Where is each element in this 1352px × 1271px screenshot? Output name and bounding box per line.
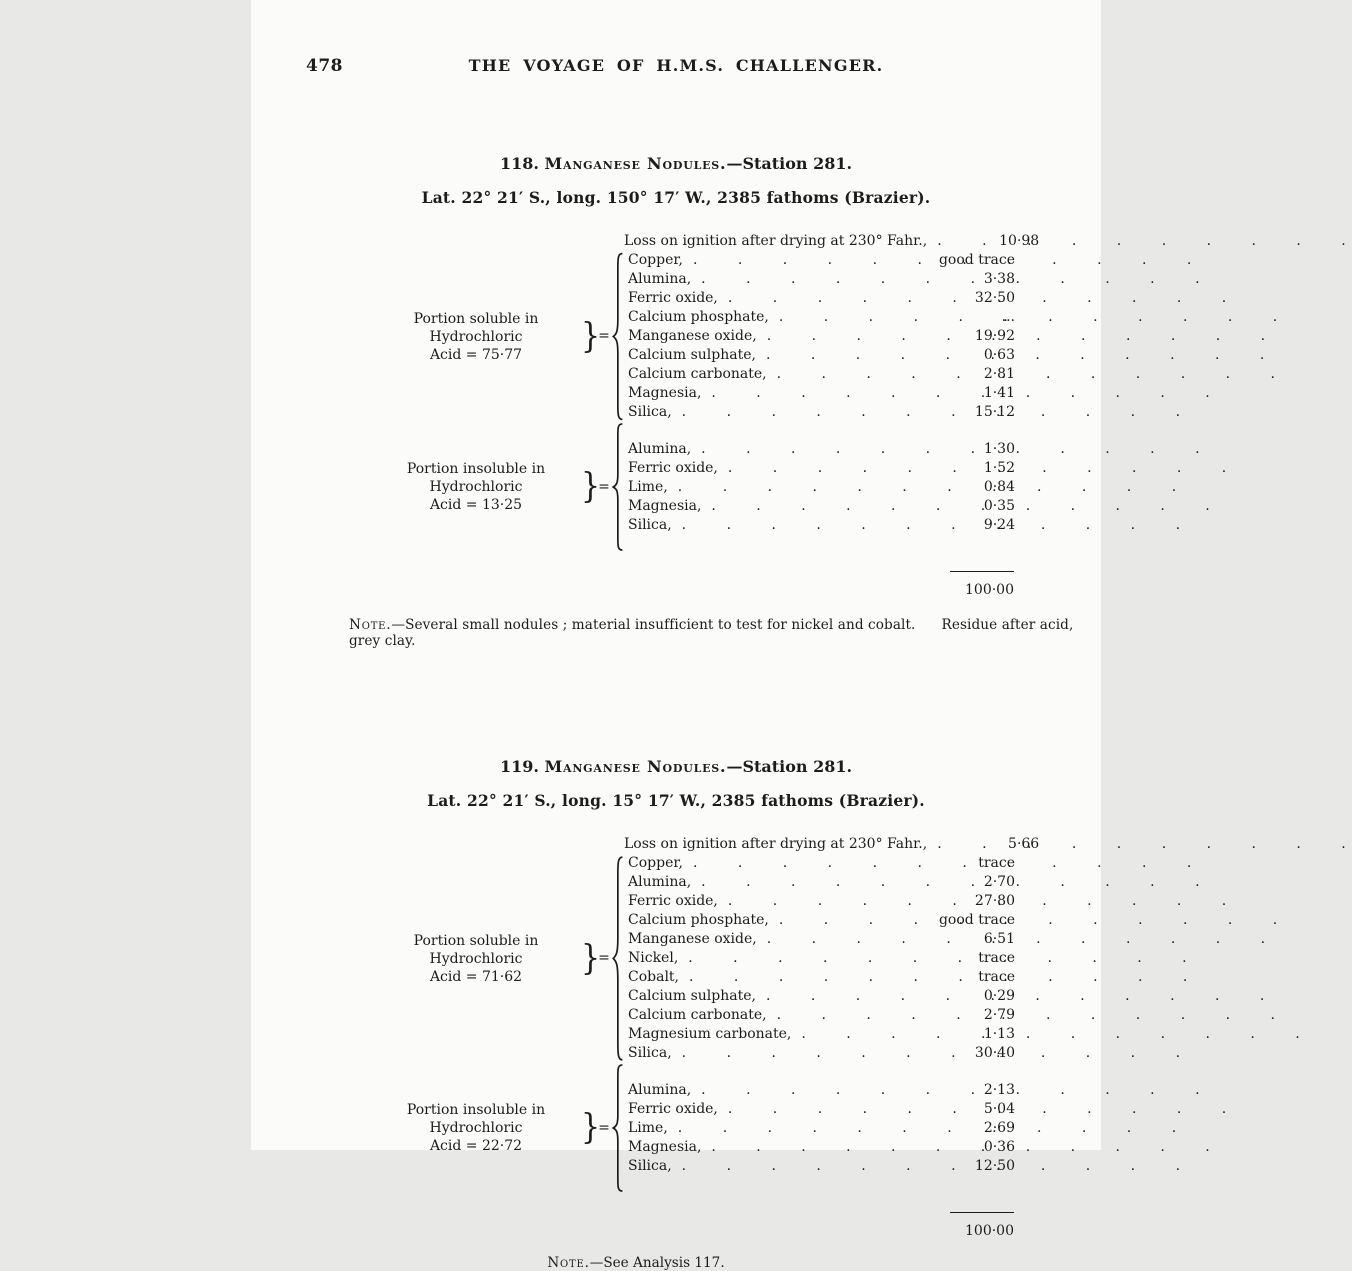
element-value: 1·30 (983, 440, 1015, 457)
element-value: good trace (938, 252, 1015, 268)
element-value: 1·13 (983, 1026, 1015, 1042)
insoluble-portion-group (371, 422, 1101, 552)
table-row (628, 289, 1015, 308)
note-prefix: Note. (349, 617, 392, 633)
table-row (628, 1119, 1015, 1138)
table-row (628, 1157, 1015, 1176)
portion-label-line1: Portion insoluble in Hydrochloric (406, 461, 546, 495)
heading-number: 119. (499, 757, 545, 776)
heading-rest: —Station 281. (726, 757, 853, 776)
element-value: 5·66 (1008, 836, 1040, 852)
element-value: 2·79 (983, 1007, 1015, 1023)
dot-leader (718, 1100, 923, 1119)
dot-leader (683, 251, 923, 270)
portion-label (371, 460, 581, 514)
element-name: Loss on ignition after drying at 230° Fahr., (624, 233, 928, 249)
closing-brace-glyph: } (581, 466, 601, 507)
element-name: Ferric oxide, (628, 1100, 718, 1117)
section-heading (251, 757, 1101, 776)
section-location: Lat. 22° 21′ S., long. 150° 17′ W., 2385 fathoms (Brazier). (421, 188, 931, 207)
element-name: Ferric oxide, (628, 290, 718, 306)
table-row (628, 497, 1015, 516)
dot-leader (691, 270, 923, 289)
table-row (628, 327, 1015, 346)
dot-leader (701, 1138, 923, 1157)
table-row (628, 968, 1015, 987)
closing-brace-glyph: } (581, 315, 601, 357)
element-value: 27·80 (974, 893, 1015, 909)
dot-leader (767, 365, 923, 384)
dot-leader (672, 403, 923, 422)
portion-label-line2: Acid = 75·77 (429, 346, 523, 363)
element-value: 2·70 (983, 874, 1015, 890)
dot-leader (927, 835, 947, 854)
element-name: Manganese oxide, (628, 931, 757, 947)
element-name: Copper, (628, 855, 683, 871)
element-name: Nickel, (628, 950, 679, 966)
total-block (251, 559, 1014, 600)
dot-leader (927, 232, 947, 251)
analysis-section-119 (251, 757, 1101, 1271)
curly-brace-icon (612, 251, 625, 422)
equals-glyph: = (598, 1119, 610, 1136)
element-value: 3·38 (983, 271, 1015, 287)
table-row (628, 1025, 1015, 1044)
equals-glyph: = (598, 478, 610, 495)
table-row (628, 1138, 1015, 1157)
element-name: Alumina, (628, 1081, 692, 1098)
dot-leader (701, 384, 923, 403)
table-row (628, 459, 1015, 478)
portion-label (371, 932, 581, 986)
element-name: Cobalt, (628, 969, 680, 985)
note-extra: Residue after acid, grey clay. (349, 617, 1074, 649)
analysis-table (251, 232, 1101, 600)
element-value: 0·84 (983, 478, 1015, 495)
table-row (628, 911, 1015, 930)
table-row (628, 308, 1015, 327)
equals-glyph: = (598, 328, 610, 344)
element-value: 1·52 (983, 459, 1015, 476)
section-note (349, 617, 1101, 649)
element-rows (625, 251, 1015, 422)
page-number: 478 (306, 56, 343, 76)
element-name: Magnesia, (628, 1138, 702, 1155)
table-row (628, 365, 1015, 384)
element-value: 6·51 (983, 931, 1015, 947)
table-row (628, 1006, 1015, 1025)
element-name: Silica, (628, 1045, 672, 1061)
element-name: Calcium carbonate, (628, 366, 767, 382)
analysis-table (251, 835, 1101, 1241)
element-value: 0·29 (983, 988, 1015, 1004)
element-name: Silica, (628, 516, 672, 533)
portion-label (371, 310, 581, 364)
element-value: 10·98 (999, 233, 1040, 249)
element-value: 0·35 (983, 497, 1015, 514)
table-row (628, 346, 1015, 365)
element-name: Calcium carbonate, (628, 1007, 767, 1023)
heading-name: Manganese Nodules. (544, 154, 727, 173)
portion-label-line1: Portion insoluble in Hydrochloric (406, 1102, 546, 1136)
dot-leader (668, 478, 923, 497)
heading-rest: —Station 281. (726, 154, 853, 173)
dot-leader (769, 911, 923, 930)
element-name: Calcium sulphate, (628, 988, 756, 1004)
element-value: 30·40 (974, 1045, 1015, 1061)
element-name: Lime, (628, 478, 668, 495)
table-row (628, 251, 1015, 270)
dot-leader (683, 854, 923, 873)
element-name: Alumina, (628, 874, 692, 890)
heading-number: 118. (499, 154, 545, 173)
table-row (628, 1081, 1015, 1100)
dot-leader (718, 289, 923, 308)
total-value: 100·00 (965, 582, 1014, 598)
dot-leader (718, 459, 923, 478)
dot-leader (757, 930, 923, 949)
insoluble-portion-group (371, 1063, 1101, 1193)
total-rule (950, 1212, 1014, 1213)
dot-leader (678, 949, 923, 968)
total-block (251, 1200, 1014, 1241)
portion-label-line2: Acid = 13·25 (429, 497, 523, 513)
page-header (251, 0, 1101, 82)
dot-leader (769, 308, 923, 327)
table-row (628, 403, 1015, 422)
element-value: 2·69 (983, 1119, 1015, 1136)
equals-glyph: = (598, 950, 610, 966)
element-value: trace (978, 950, 1015, 966)
section-location: Lat. 22° 21′ S., long. 15° 17′ W., 2385 fathoms (Brazier). (427, 791, 925, 810)
element-value: good trace (938, 912, 1015, 928)
table-row (628, 516, 1015, 535)
element-value: ... (1001, 309, 1015, 325)
section-heading (251, 154, 1101, 173)
closing-brace-glyph: } (581, 937, 601, 979)
dot-leader (672, 516, 923, 535)
element-name: Calcium sulphate, (628, 347, 756, 363)
dot-leader (767, 1006, 923, 1025)
element-name: Alumina, (628, 271, 692, 287)
element-name: Magnesium carbonate, (628, 1026, 792, 1042)
table-row (628, 384, 1015, 403)
table-row (628, 930, 1015, 949)
element-value: 19·92 (974, 328, 1015, 344)
portion-label (371, 1101, 581, 1155)
element-name: Magnesia, (628, 497, 702, 514)
element-value: trace (978, 855, 1015, 871)
dot-leader (668, 1119, 923, 1138)
element-name: Silica, (628, 1157, 672, 1174)
note-body: —See Analysis 117. (589, 1255, 725, 1271)
book-page (251, 0, 1101, 1271)
dot-leader (756, 987, 923, 1006)
dot-leader (691, 440, 923, 459)
portion-label-line1: Portion soluble in Hydrochloric (413, 310, 539, 345)
element-rows (625, 1081, 1015, 1176)
element-value: 2·13 (983, 1081, 1015, 1098)
dot-leader (672, 1044, 923, 1063)
table-row (628, 873, 1015, 892)
total-value: 100·00 (965, 1223, 1014, 1239)
dot-leader (791, 1025, 923, 1044)
element-value: 12·50 (974, 1157, 1015, 1174)
element-name: Alumina, (628, 440, 692, 457)
soluble-portion-group (371, 251, 1101, 422)
note-prefix: Note. (547, 1255, 590, 1271)
element-value: 15·12 (974, 404, 1015, 420)
loss-on-ignition-row (624, 232, 1040, 251)
dot-leader (672, 1157, 923, 1176)
curly-brace-icon (612, 854, 625, 1063)
element-value: 5·04 (983, 1100, 1015, 1117)
element-rows (625, 440, 1015, 535)
element-value: trace (978, 969, 1015, 985)
portion-label-line1: Portion soluble in Hydrochloric (413, 932, 539, 967)
element-name: Lime, (628, 1119, 668, 1136)
element-value: 32·50 (974, 290, 1015, 306)
element-value: 9·24 (983, 516, 1015, 533)
table-row (628, 987, 1015, 1006)
table-row (628, 949, 1015, 968)
dot-leader (756, 346, 923, 365)
table-row (628, 892, 1015, 911)
table-row (628, 1044, 1015, 1063)
element-name: Copper, (628, 252, 683, 268)
element-name: Magnesia, (628, 385, 702, 401)
heading-name: Manganese Nodules. (544, 757, 727, 776)
dot-leader (691, 1081, 923, 1100)
total-rule (950, 571, 1014, 572)
note-body: —Several small nodules ; material insufficient to test for nickel and cobalt. (391, 617, 916, 633)
running-title: THE VOYAGE OF H.M.S. CHALLENGER. (468, 56, 884, 75)
table-row (628, 854, 1015, 873)
dot-leader (718, 892, 923, 911)
dot-leader (701, 497, 923, 516)
portion-label-line2: Acid = 22·72 (429, 1138, 523, 1154)
element-value: 0·36 (983, 1138, 1015, 1155)
dot-leader (757, 327, 923, 346)
element-name: Silica, (628, 404, 672, 420)
element-value: 2·81 (983, 366, 1015, 382)
element-value: 0·63 (983, 347, 1015, 363)
closing-brace-glyph: } (581, 1107, 601, 1148)
element-name: Ferric oxide, (628, 459, 718, 476)
element-rows (625, 854, 1015, 1063)
loss-on-ignition-row (624, 835, 1040, 854)
section-note (251, 1255, 1021, 1271)
element-name: Ferric oxide, (628, 893, 718, 909)
table-row (628, 1100, 1015, 1119)
soluble-portion-group (371, 854, 1101, 1063)
dot-leader (691, 873, 923, 892)
element-value: 1·41 (983, 385, 1015, 401)
table-row (628, 478, 1015, 497)
table-row (628, 440, 1015, 459)
dot-leader (679, 968, 923, 987)
table-row (628, 270, 1015, 289)
element-name: Calcium phosphate, (628, 912, 769, 928)
curly-brace-icon (612, 422, 625, 552)
element-name: Loss on ignition after drying at 230° Fahr., (624, 836, 928, 852)
analysis-section-118 (251, 154, 1101, 649)
element-name: Calcium phosphate, (628, 309, 769, 325)
portion-label-line2: Acid = 71·62 (429, 968, 523, 985)
element-name: Manganese oxide, (628, 328, 757, 344)
curly-brace-icon (612, 1063, 625, 1193)
